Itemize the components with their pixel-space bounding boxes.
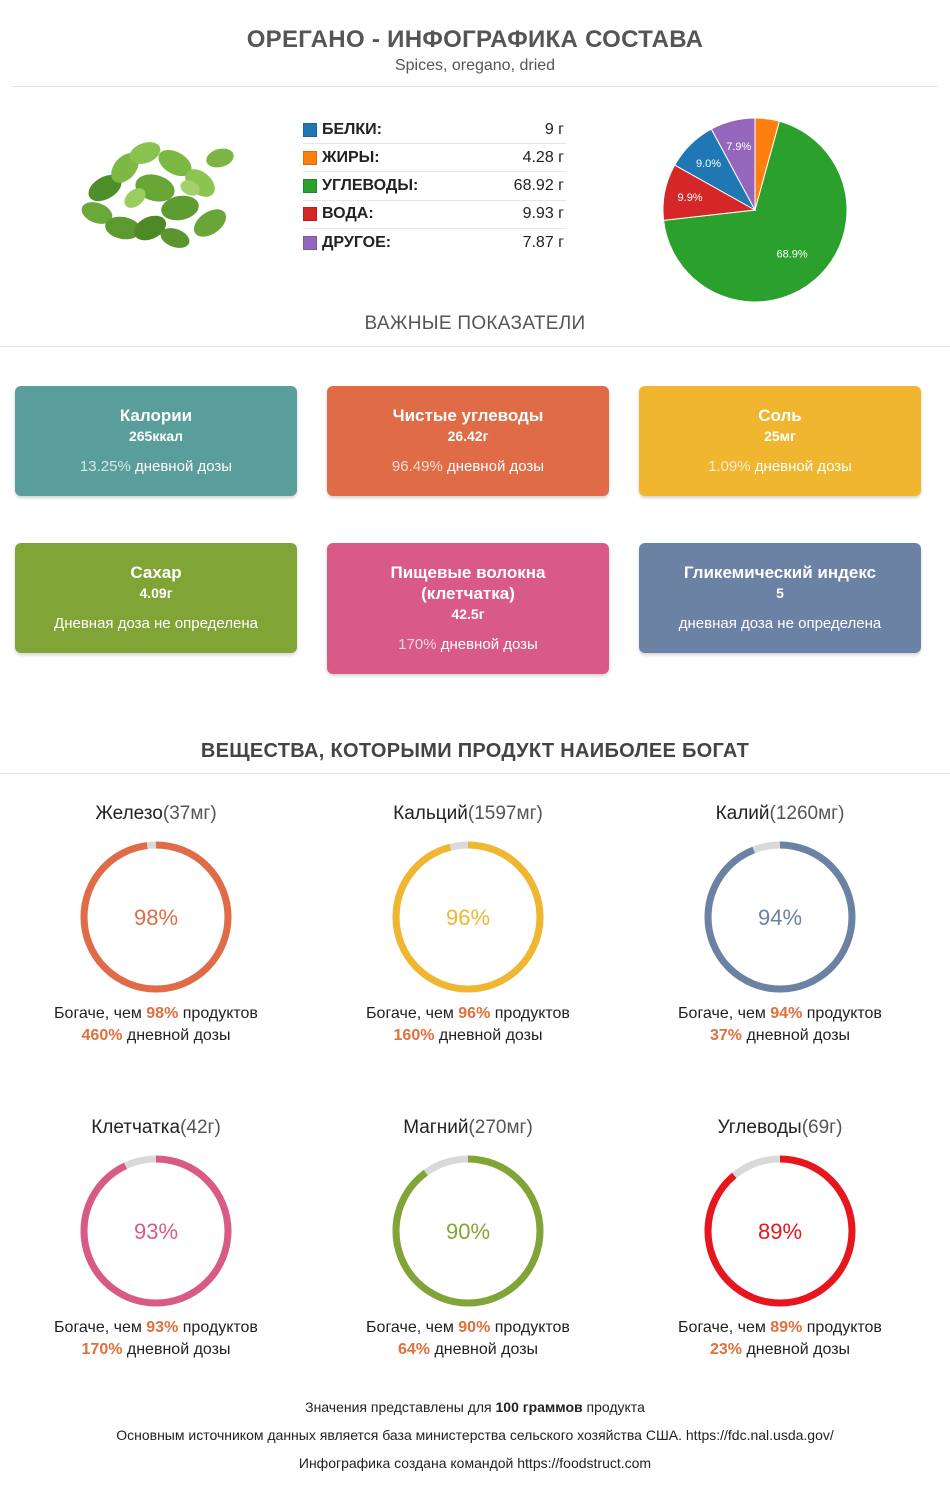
card-title: Чистые углеводы bbox=[392, 406, 544, 425]
card-title: Пищевые волокна (клетчатка) bbox=[390, 563, 546, 603]
macro-row bbox=[303, 172, 566, 200]
page-title: ОРЕГАНО - ИНФОГРАФИКА СОСТАВА bbox=[246, 26, 704, 53]
macro-row bbox=[303, 144, 566, 172]
ring-percent: 89% bbox=[757, 1219, 803, 1244]
daily-dose: 37% дневной дозы bbox=[709, 1027, 851, 1044]
richer-than: Богаче, чем 90% продуктов bbox=[366, 1319, 570, 1336]
nutrient-block bbox=[318, 1117, 618, 1359]
legend-swatch bbox=[303, 151, 317, 165]
nutrient-title: Железо(37мг) bbox=[95, 803, 217, 824]
divider bbox=[12, 86, 938, 87]
macro-label: ВОДА: bbox=[322, 205, 374, 223]
rich-nutrients-title: ВЕЩЕСТВА, КОТОРЫМИ ПРОДУКТ НАИБОЛЕЕ БОГАТ bbox=[200, 740, 750, 762]
richer-than: Богаче, чем 89% продуктов bbox=[678, 1319, 882, 1336]
indicator-card bbox=[639, 386, 921, 496]
macro-label: ДРУГОЕ: bbox=[322, 233, 392, 251]
card-value: 25мг bbox=[764, 428, 796, 444]
legend-swatch bbox=[303, 236, 317, 250]
card-title: Соль bbox=[758, 406, 802, 425]
divider bbox=[0, 346, 950, 347]
macro-value: 68.92 г bbox=[513, 176, 564, 194]
pie-label: 7.9% bbox=[726, 140, 752, 153]
percent-ring bbox=[76, 837, 236, 997]
nutrient-title: Магний(270мг) bbox=[403, 1117, 533, 1138]
pie-label: 68.9% bbox=[776, 248, 808, 261]
nutrient-block bbox=[6, 1117, 306, 1359]
indicator-card bbox=[639, 543, 921, 653]
ring-percent: 96% bbox=[445, 905, 491, 930]
legend-swatch bbox=[303, 207, 317, 221]
legend-swatch bbox=[303, 179, 317, 193]
nutrient-title: Кальций(1597мг) bbox=[393, 803, 543, 824]
nutrient-title: Клетчатка(42г) bbox=[91, 1117, 221, 1138]
macro-label: БЕЛКИ: bbox=[322, 120, 382, 138]
pie-label: 9.0% bbox=[696, 157, 722, 170]
macro-value: 4.28 г bbox=[522, 148, 564, 166]
pie-label: 9.9% bbox=[677, 191, 703, 204]
percent-ring bbox=[700, 1151, 860, 1311]
ring-percent: 94% bbox=[757, 905, 803, 930]
ring-percent: 93% bbox=[133, 1219, 179, 1244]
macro-label: ЖИРЫ: bbox=[322, 148, 380, 166]
card-title: Калории bbox=[119, 406, 193, 425]
percent-ring bbox=[388, 837, 548, 997]
nutrient-block bbox=[630, 803, 930, 1045]
macro-value: 7.87 г bbox=[522, 233, 564, 251]
nutrient-block bbox=[630, 1117, 930, 1359]
richer-than: Богаче, чем 93% продуктов bbox=[54, 1319, 258, 1336]
percent-ring bbox=[700, 837, 860, 997]
card-daily-dose: 170% дневной дозы bbox=[398, 636, 538, 653]
indicator-card bbox=[327, 543, 609, 674]
card-value: 5 bbox=[776, 585, 784, 601]
card-title: Сахар bbox=[130, 563, 182, 582]
daily-dose: 460% дневной дозы bbox=[81, 1027, 231, 1044]
ring-percent: 90% bbox=[445, 1219, 491, 1244]
daily-dose: 160% дневной дозы bbox=[393, 1027, 543, 1044]
ring-percent: 98% bbox=[133, 905, 179, 930]
nutrient-title: Калий(1260мг) bbox=[715, 803, 845, 824]
oregano-image bbox=[75, 128, 240, 253]
footer-source: Основным источником данных является база министерства сельского хозяйства США. https://fdc.nal.usda.gov/ bbox=[116, 1427, 834, 1443]
daily-dose: 64% дневной дозы bbox=[397, 1341, 539, 1358]
card-value: 4.09г bbox=[139, 585, 173, 601]
macro-value: 9.93 г bbox=[522, 205, 564, 223]
card-daily-dose: 1.09% дневной дозы bbox=[708, 458, 852, 475]
card-daily-dose: дневная доза не определена bbox=[678, 615, 882, 632]
legend-swatch bbox=[303, 123, 317, 137]
divider bbox=[0, 773, 950, 774]
card-daily-dose: 96.49% дневной дозы bbox=[391, 458, 545, 475]
card-daily-dose: Дневная доза не определена bbox=[54, 615, 258, 632]
card-daily-dose: 13.25% дневной дозы bbox=[79, 458, 233, 475]
card-value: 26.42г bbox=[447, 428, 489, 444]
indicator-card bbox=[327, 386, 609, 496]
card-value: 42.5г bbox=[451, 606, 485, 622]
richer-than: Богаче, чем 94% продуктов bbox=[678, 1005, 882, 1022]
page-subtitle: Spices, oregano, dried bbox=[394, 57, 556, 74]
macro-row bbox=[303, 229, 566, 257]
nutrient-title: Углеводы(69г) bbox=[717, 1117, 843, 1138]
richer-than: Богаче, чем 98% продуктов bbox=[54, 1005, 258, 1022]
macro-label: УГЛЕВОДЫ: bbox=[322, 176, 419, 194]
footer-credit: Инфографика создана командой https://foodstruct.com bbox=[298, 1455, 652, 1471]
macros-table bbox=[303, 116, 566, 257]
card-title: Гликемический индекс bbox=[683, 563, 877, 582]
key-indicators-title: ВАЖНЫЕ ПОКАЗАТЕЛИ bbox=[364, 313, 586, 334]
nutrient-block bbox=[6, 803, 306, 1045]
indicator-card bbox=[15, 386, 297, 496]
macros-pie-chart bbox=[655, 110, 855, 310]
daily-dose: 23% дневной дозы bbox=[709, 1341, 851, 1358]
macro-row bbox=[303, 201, 566, 229]
macro-row bbox=[303, 116, 566, 144]
nutrient-block bbox=[318, 803, 618, 1045]
card-value: 265ккал bbox=[128, 428, 184, 444]
richer-than: Богаче, чем 96% продуктов bbox=[366, 1005, 570, 1022]
macro-value: 9 г bbox=[544, 120, 564, 138]
indicator-card bbox=[15, 543, 297, 653]
daily-dose: 170% дневной дозы bbox=[81, 1341, 231, 1358]
percent-ring bbox=[76, 1151, 236, 1311]
percent-ring bbox=[388, 1151, 548, 1311]
footer-note: Значения представлены для 100 граммов продукта bbox=[305, 1399, 645, 1415]
